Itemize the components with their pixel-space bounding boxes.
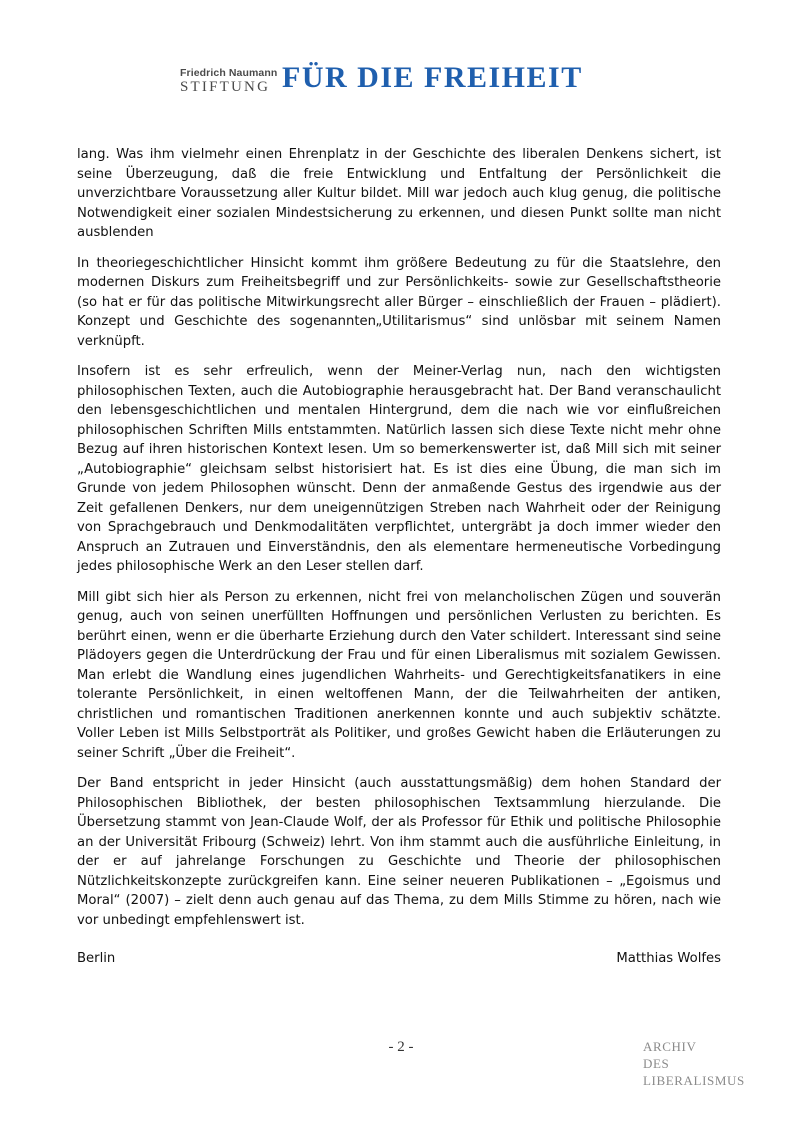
archiv-line-1: ARCHIV	[643, 1039, 697, 1054]
logo-fuer-die-freiheit: FÜR DIE FREIHEIT	[282, 61, 583, 94]
logo-stiftung: STIFTUNG	[180, 79, 271, 95]
archiv-line-3: LIBERALISMUS	[643, 1073, 745, 1088]
archiv-des-liberalismus-logo	[643, 1038, 745, 1089]
paragraph-2: In theoriegeschichtlicher Hinsicht kommt ihm größere Bedeutung zu für die Staatslehre, den modernen Diskurs zum Freiheitsbegriff und zur Persönlichkeits- sowie zur Gesellschaftstheorie (so hat er für das politische Mitwirkungsrecht aller Bürger – einschließlich der Frauen – plädiert). Konzept und Geschichte des sogenannten„Utilitarismus“ sind unlösbar mit seinem Namen verknüpft.	[77, 255, 721, 349]
logo-friedrich-naumann: Friedrich Naumann	[180, 67, 278, 79]
paragraph-5: Der Band entspricht in jeder Hinsicht (auch ausstattungsmäßig) dem hohen Standard der Philosophischen Bibliothek, der besten philosophischen Textsammlung hierzulande. Die Übersetzung stammt von Jean-Claude Wolf, der als Professor für Ethik und politische Philosophie an der Universität Fribourg (Schweiz) lehrt. Von ihm stammt auch die ausführliche Einleitung, in der er auf jahrelange Forschungen zu Geschichte und Theorie der philosophischen Nützlichkeitskonzepte zurückgreifen kann. Eine seiner neueren Publikationen – „Egoismus und Moral“ (2007) – zielt denn auch genau auf das Thema, zu dem Mills Stimme zu hören, nach wie vor unbedingt empfehlenswert ist.	[77, 776, 721, 928]
signature-line	[77, 949, 721, 969]
page-number: - 2 -	[388, 1039, 414, 1055]
paragraph-4: Mill gibt sich hier als Person zu erkennen, nicht frei von melancholischen Zügen und souverän genug, auch von seinen unerfüllten Hoffnungen und persönlichen Verlusten zu berichten. Es berührt einen, wenn er die überharte Erziehung durch den Vater schildert. Interessant sind seine Plädoyers gegen die Unterdrückung der Frau und für einen Liberalismus mit sozialem Gewissen. Man erlebt die Wandlung eines jugendlichen Wahrheits- und Gerechtigkeitsfanatikers in eine tolerante Persönlichkeit, in einen weltoffenen Mann, der die Teilwahrheiten der antiken, christlichen und romantischen Traditionen anerkennen konnte und auch subjektiv schätzte. Voller Leben ist Mills Selbstporträt als Politiker, und großes Gewicht haben die Erläuterungen zu seiner Schrift „Über die Freiheit“.	[77, 589, 721, 761]
archiv-line-2: DES	[643, 1056, 670, 1071]
paragraph-1: lang. Was ihm vielmehr einen Ehrenplatz in der Geschichte des liberalen Denkens sichert, ist seine Überzeugung, daß die freie Entwicklung und Entfaltung der Persönlichkeit die unverzichtbare Voraussetzung aller Kultur bildet. Mill war jedoch auch klug genug, die politische Notwendigkeit einer sozialen Mindestsicherung zu erkennen, und diesen Punkt sollte man nicht ausblenden	[77, 147, 721, 240]
article-body	[77, 145, 721, 969]
paragraph-3: Insofern ist es sehr erfreulich, wenn der Meiner-Verlag nun, nach den wichtigsten philosophischen Texten, auch die Autobiographie herausgebracht hat. Der Band veranschaulicht den lebensgeschichtlichen und mentalen Hintergrund, dem die nach wie vor einflußreichen philosophischen Schriften Mills entstammten. Natürlich lassen sich diese Texte nicht mehr ohne Bezug auf ihren historischen Kontext lesen. Um so bemerkenswerter ist, daß Mill sich mit seiner „Autobiographie“ gleichsam selbst historisiert hat. Es ist dies eine Übung, die man sich im Grunde von jedem Philosophen wünscht. Denn der anmaßende Gestus des irgendwie aus der Zeit gefallenen Denkers, nur dem uneigennützigen Streben nach Wahrheit oder der Reinigung von Sprachgebrauch und Denkmodalitäten verpflichtet, untergräbt ja doch immer wieder den Anspruch an Zutrauen und Einverständnis, den als elementare hermeneutische Vorbedingung jedes philosophische Werk an den Leser stellen darf.	[77, 364, 721, 574]
signature-place: Berlin	[77, 951, 116, 966]
foundation-logo	[176, 60, 616, 104]
signature-author: Matthias Wolfes	[616, 951, 721, 966]
